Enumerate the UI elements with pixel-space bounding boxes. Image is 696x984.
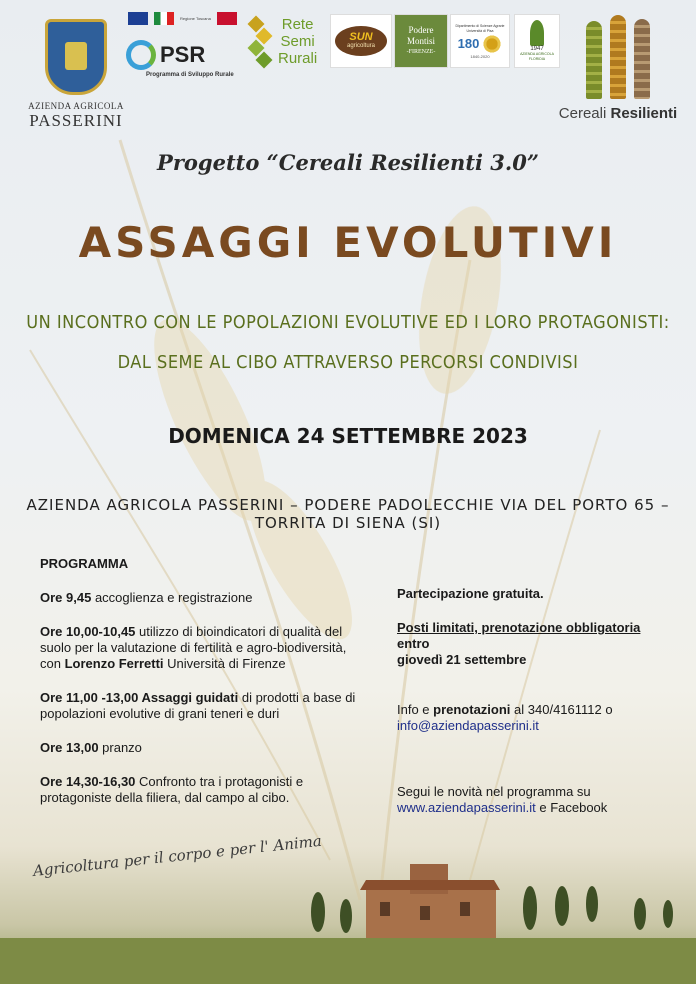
floridia-name: AZIENDA AGRICOLA FLORIDIA [520,52,554,61]
program-affiliation: Università di Firenze [163,656,286,671]
social-text: e Facebook [535,800,608,815]
event-date: DOMENICA 24 SETTEMBRE 2023 [168,424,528,448]
psr-logo [126,30,244,80]
rete-semi-rurali-logo [248,12,328,70]
grass-foreground [0,938,696,984]
follow-text: Segui le novità nel programma su [397,784,591,799]
rete-line1: Rete [281,15,314,33]
program-item [40,774,358,806]
subtitle-line-1: UN INCONTRO CON LE POPOLAZIONI EVOLUTIVE ED I LORO PROTAGONISTI: [26,312,670,333]
program-item [40,590,358,606]
eu-flag-icon [128,12,148,25]
program-highlight: Assaggi guidati [138,690,239,705]
podere-line2: Montisi [406,35,435,46]
limited-seats: Posti limitati, prenotazione obbligatoria [397,620,641,635]
regione-toscana-label: Regione Toscana [180,16,211,21]
cereali-resilienti-logo [556,10,680,126]
program-time: Ore 11,00 -13,00 [40,690,139,705]
event-venue: AZIENDA AGRICOLA PASSERINI – PODERE PADOLECCHIE VIA DEL PORTO 65 – TORRITA DI SIENA (SI) [26,496,670,532]
program-speaker: Lorenzo Ferretti [64,656,164,671]
program-time: Ore 14,30-16,30 [40,774,136,789]
cereali-word2: Resilienti [610,104,678,122]
regione-toscana-icon [217,12,237,25]
event-title: ASSAGGI EVOLUTIVI [78,218,618,267]
booking-entro: entro [397,636,430,651]
booking-note [397,620,657,668]
rete-line3: Rurali [278,49,318,67]
contact-phone: al 340/4161112 o [510,702,613,717]
floridia-year: 1947 [530,46,544,52]
sun-logo [330,14,392,68]
website-link[interactable]: www.aziendapasserini.it [397,800,536,815]
subtitle-line-2: DAL SEME AL CIBO ATTRAVERSO PERCORSI CONDIVISI [117,352,579,373]
sun-logo-text: SUN [349,31,373,43]
rete-line2: Semi [280,32,315,50]
program-heading: PROGRAMMA [40,556,129,571]
sunflower-icon [482,34,502,54]
unipi-line2: Università di Pisa [466,28,494,33]
program-item [40,690,358,722]
passerini-logo-line1: AZIENDA AGRICOLA [28,101,124,111]
passerini-logo [28,14,124,136]
program-text: pranzo [98,740,142,755]
wheat-ears-icon [586,15,650,99]
podere-line1: Podere [408,24,434,35]
contact-info [397,702,657,734]
follow-info [397,784,657,816]
floridia-logo [514,14,560,68]
unipi-logo [450,14,510,68]
free-participation: Partecipazione gratuita. [397,586,544,601]
cereali-word1: Cereali [558,104,607,122]
psr-caption: Programma di Sviluppo Rurale [146,72,234,78]
leaf-icon [530,20,544,46]
psr-mark: PSR [160,42,206,67]
program-text: accoglienza e registrazione [91,590,253,605]
unipi-number: 180 [457,36,480,51]
program-section [40,556,358,824]
italy-emblem-icon [154,12,174,25]
info-section [397,586,657,834]
passerini-logo-line2: PASSERINI [29,111,123,130]
program-text: di prodotti a base di popolazioni evolutive di grani teneri e duri [40,690,356,721]
psr-circle-icon [126,40,156,70]
coat-of-arms-icon [45,19,107,95]
program-time: Ore 13,00 [40,740,99,755]
unipi-line1: Dipartimento di Scienze Agrarie [455,23,505,28]
project-title: Progetto “Cereali Resilienti 3.0” [157,150,539,175]
program-item [40,740,358,756]
program-text: Confronto tra i protagonisti e protagoniste della filiera, dal campo al cibo. [40,774,304,805]
program-item [40,624,358,672]
podere-montisi-logo [394,14,448,68]
contact-bold: prenotazioni [433,702,511,717]
email-link[interactable]: info@aziendapasserini.it [397,718,539,733]
sun-logo-sub: agricoltura [346,43,375,49]
unipi-years: 1840-2020 [470,53,490,59]
program-text: utilizzo di bioindicatori di qualità del suolo per la valutazione di fertilità e agro-biodiversità, con [40,624,347,671]
funding-flags [128,12,237,25]
rete-blocks-icon [248,16,272,66]
podere-line3: -FIRENZE- [406,48,436,55]
program-time: Ore 9,45 [40,590,92,605]
contact-prefix: Info e [397,702,434,717]
booking-deadline: giovedì 21 settembre [397,652,527,667]
program-time: Ore 10,00-10,45 [40,624,136,639]
footer-slogan: Agricoltura per il corpo e per l' Anima [32,831,323,880]
